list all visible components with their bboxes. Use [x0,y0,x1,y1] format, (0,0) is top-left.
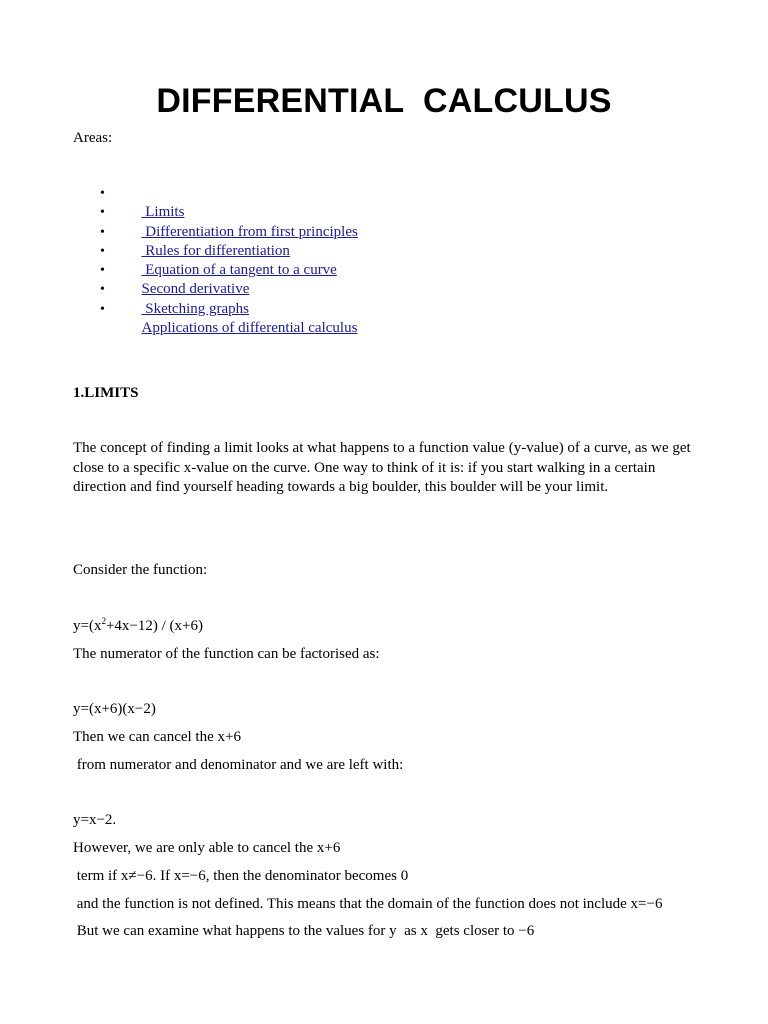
equation-1-exponent: 2 [101,616,106,626]
however-text: However, we are only able to cancel the x+6 [73,840,341,856]
section-heading-limits: 1.LIMITS [73,385,139,401]
list-item [73,184,358,221]
list-item [73,242,358,279]
list-item [73,203,358,240]
term-text: term if x≠−6. If x=−6, then the denominator becomes 0 [73,868,409,884]
list-item [73,280,358,317]
link-rules-for-differentiation[interactable]: Rules for differentiation [141,242,290,259]
equation-3: y=x−2. [73,812,117,828]
link-second-derivative[interactable]: Second derivative [141,281,250,298]
consider-text: Consider the function: [73,562,208,578]
bullet-icon: • [100,224,105,240]
link-sketching-graphs[interactable]: Sketching graphs [141,300,249,317]
link-limits[interactable]: Limits [141,204,185,221]
domain-text: and the function is not defined. This means that the domain of the function does not include x=−6 [73,896,663,912]
bullet-icon: • [100,282,105,298]
list-item [73,300,358,337]
intro-paragraph: The concept of finding a limit looks at what happens to a function value (y-value) of a curve, as we get close to a specific x-value on the curve. One way to think of it is: if you start walking in a certain direction and find yourself heading towards a big boulder, this boulder will be your limit. [73,440,691,495]
link-applications[interactable]: Applications of differential calculus [141,320,358,337]
from-numerator-text: from numerator and denominator and we are left with: [73,757,404,773]
bullet-icon: • [100,243,105,259]
areas-label: Areas: [73,130,113,146]
list-item [73,261,358,298]
bullet-icon: • [100,301,105,317]
link-differentiation-first-principles[interactable]: Differentiation from first principles [141,223,358,240]
link-equation-of-tangent[interactable]: Equation of a tangent to a curve [141,262,337,279]
areas-list [73,184,358,337]
examine-text: But we can examine what happens to the values for y as x gets closer to −6 [73,923,535,939]
cancel-text: Then we can cancel the x+6 [73,729,241,745]
equation-1 [73,617,203,637]
list-item [73,223,358,259]
document-title: DIFFERENTIAL CALCULUS [156,82,612,120]
equation-1-prefix: y=(x [73,618,102,634]
bullet-icon: • [100,205,105,221]
numerator-text: The numerator of the function can be factorised as: [73,646,380,662]
bullet-icon: • [100,186,105,201]
equation-2: y=(x+6)(x−2) [73,701,156,717]
equation-1-suffix: +4x−12) / (x+6) [105,618,203,634]
bullet-icon: • [100,263,105,279]
